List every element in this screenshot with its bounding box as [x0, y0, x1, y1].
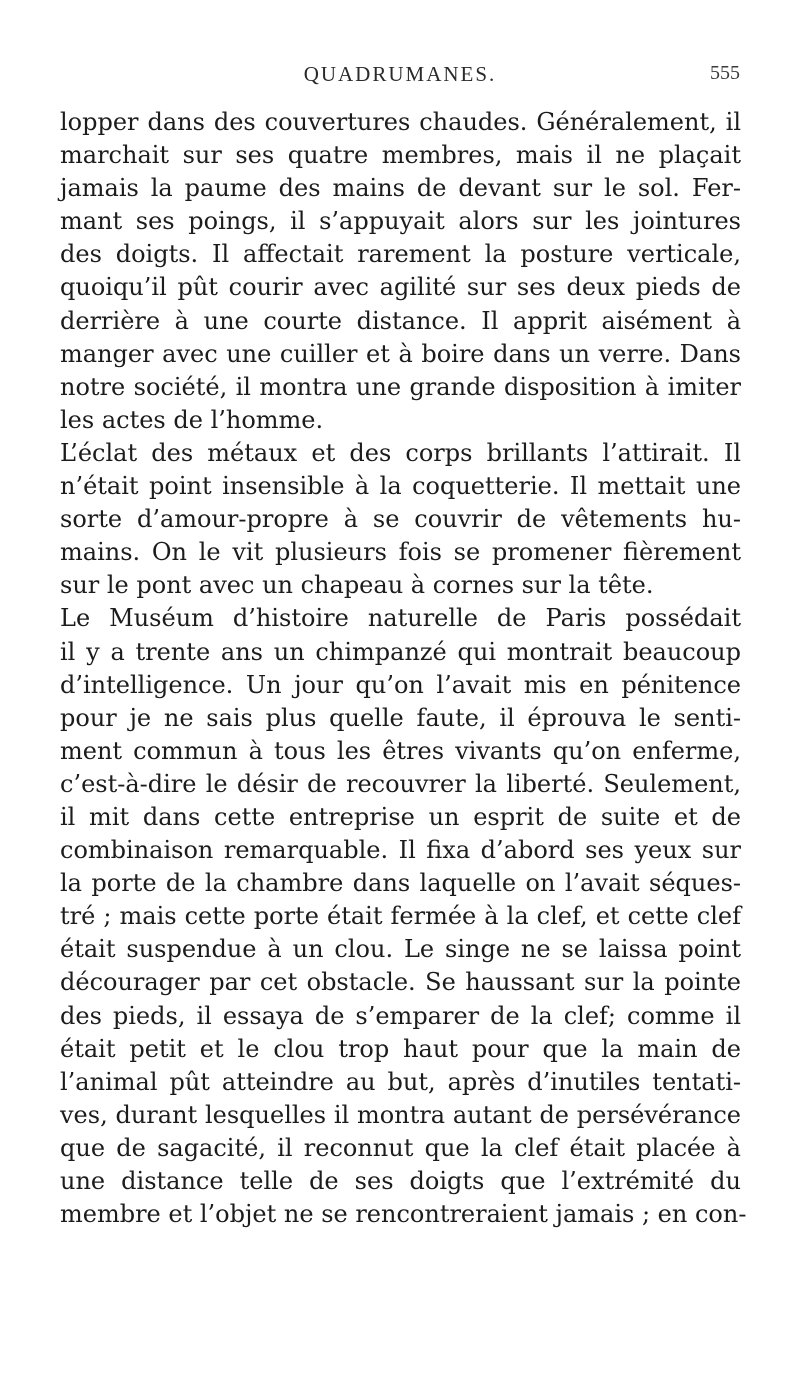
text-line: il y a trente ans un chimpanzé qui montrait beaucoup — [60, 637, 741, 666]
text-line: décourager par cet obstacle. Se haussant sur la pointe — [60, 968, 741, 997]
text-line: pour je ne sais plus quelle faute, il éprouva le senti- — [60, 703, 741, 732]
text-line: marchait sur ses quatre membres, mais il ne plaçait — [60, 141, 741, 170]
page-number: 555 — [710, 62, 740, 84]
text-line: membre et l’objet ne se rencontreraient jamais ; en con- — [60, 1200, 747, 1229]
text-line: d’intelligence. Un jour qu’on l’avait mis en pénitence — [60, 670, 741, 699]
text-line: sorte d’amour-propre à se couvrir de vêtements hu- — [60, 505, 741, 534]
text-line: derrière à une courte distance. Il apprit aisément à — [60, 306, 741, 335]
text-line: était suspendue à un clou. Le singe ne se laissa point — [60, 935, 741, 964]
text-line: que de sagacité, il reconnut que la clef était placée à — [60, 1133, 741, 1162]
text-line: la porte de la chambre dans laquelle on l’avait séques- — [60, 869, 741, 898]
text-line: c’est-à-dire le désir de recouvrer la liberté. Seulement, — [60, 769, 741, 798]
text-line: quoiqu’il pût courir avec agilité sur ses deux pieds de — [60, 273, 741, 302]
text-line: notre société, il montra une grande disposition à imiter — [60, 372, 741, 401]
text-line: combinaison remarquable. Il fixa d’abord ses yeux sur — [60, 836, 741, 865]
text-line: mains. On le vit plusieurs fois se promener fièrement — [60, 538, 741, 567]
body-text — [60, 106, 747, 1231]
text-line: n’était point insensible à la coquetterie. Il mettait une — [60, 472, 741, 501]
text-line: lopper dans des couvertures chaudes. Généralement, il — [60, 108, 741, 136]
text-line: il mit dans cette entreprise un esprit de suite et de — [60, 802, 741, 831]
paragraph-start-line: Le Muséum d’histoire naturelle de Paris possédait — [60, 604, 741, 633]
text-line: une distance telle de ses doigts que l’extrémité du — [60, 1167, 741, 1195]
paragraph-end-line: les actes de l’homme. — [60, 405, 324, 434]
running-head — [60, 62, 740, 92]
text-line: jamais la paume des mains de devant sur le sol. Fer- — [60, 174, 741, 203]
text-line: des pieds, il essaya de s’emparer de la clef; comme il — [60, 1001, 741, 1030]
text-line: tré ; mais cette porte était fermée à la clef, et cette clef — [60, 902, 741, 931]
paragraph-end-line: sur le pont avec un chapeau à cornes sur la tête. — [60, 571, 654, 600]
text-line: ment commun à tous les êtres vivants qu’on enferme, — [60, 736, 741, 765]
running-title: QUADRUMANES. — [303, 62, 497, 86]
text-line: ves, durant lesquelles il montra autant de persévérance — [60, 1100, 741, 1129]
text-line: mant ses poings, il s’appuyait alors sur les jointures — [60, 207, 741, 236]
paragraph-start-line: L’éclat des métaux et des corps brillants l’attirait. Il — [60, 438, 741, 467]
text-line: des doigts. Il affectait rarement la posture verticale, — [60, 240, 741, 269]
text-line: manger avec une cuiller et à boire dans un verre. Dans — [60, 339, 741, 368]
text-line: était petit et le clou trop haut pour que la main de — [60, 1034, 741, 1063]
text-line: l’animal pût atteindre au but, après d’inutiles tentati- — [60, 1067, 741, 1096]
